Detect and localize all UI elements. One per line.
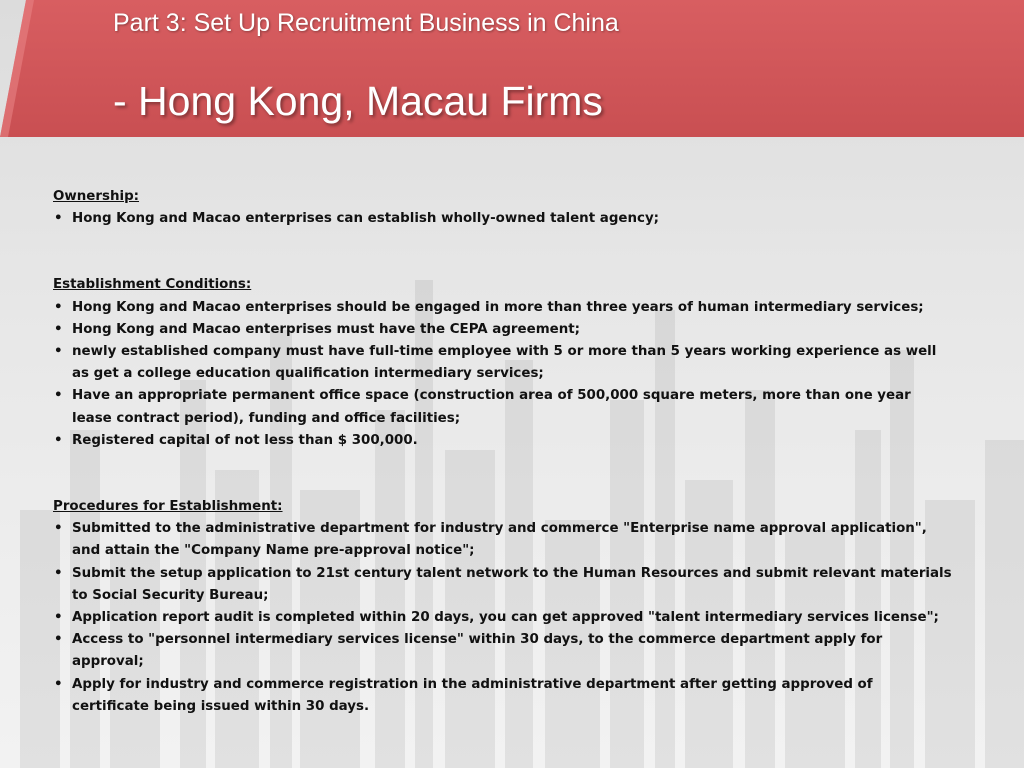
slide-subtitle: Part 3: Set Up Recruitment Business in China bbox=[113, 9, 619, 37]
bullet-icon: • bbox=[54, 632, 63, 648]
bullet-icon: • bbox=[54, 388, 63, 404]
list-item: • Submit the setup application to 21st century talent network to the Human Resources and submit relevant materials to Social Security Bureau; bbox=[53, 563, 953, 607]
list-item: • Apply for industry and commerce registration in the administrative department after getting approved of certificate being issued within 30 days. bbox=[53, 674, 953, 718]
bullet-icon: • bbox=[54, 676, 63, 692]
list-item: • Submitted to the administrative department for industry and commerce "Enterprise name approval application", and attain the "Company Name pre-approval notice"; bbox=[53, 518, 953, 562]
list-item: • Hong Kong and Macao enterprises can establish wholly-owned talent agency; bbox=[53, 208, 953, 230]
bullet-list bbox=[53, 297, 953, 452]
list-item: • Access to "personnel intermediary services license" within 30 days, to the commerce department apply for approval; bbox=[53, 629, 953, 673]
slide-title: - Hong Kong, Macau Firms bbox=[113, 78, 603, 124]
bullet-list bbox=[53, 518, 953, 718]
bullet-icon: • bbox=[54, 211, 63, 227]
list-item: • Hong Kong and Macao enterprises must have the CEPA agreement; bbox=[53, 319, 953, 341]
section-heading: Ownership: bbox=[53, 189, 140, 204]
bullet-list bbox=[53, 208, 953, 230]
list-item: • newly established company must have full-time employee with 5 or more than 5 years working experience as well as get a college education qualification intermediary services; bbox=[53, 341, 953, 385]
list-item: • Have an appropriate permanent office space (construction area of 500,000 square meters, more than one year lease contract period), funding and office facilities; bbox=[53, 385, 953, 429]
section-heading: Procedures for Establishment: bbox=[53, 499, 283, 515]
bullet-icon: • bbox=[54, 432, 63, 448]
title-banner bbox=[0, 0, 1024, 137]
section-ownership bbox=[53, 186, 953, 230]
list-item: • Hong Kong and Macao enterprises should be engaged in more than three years of human intermediary services; bbox=[53, 297, 953, 319]
slide-body bbox=[53, 186, 953, 718]
section-procedures bbox=[53, 496, 953, 718]
bullet-icon: • bbox=[54, 344, 63, 360]
section-establishment-conditions bbox=[53, 274, 953, 452]
list-item: • Application report audit is completed within 20 days, you can get approved "talent intermediary services license"; bbox=[53, 607, 953, 629]
bullet-icon: • bbox=[54, 610, 63, 626]
section-heading: Establishment Conditions: bbox=[53, 277, 252, 293]
list-item: • Registered capital of not less than $ 300,000. bbox=[53, 430, 953, 452]
bullet-icon: • bbox=[54, 521, 63, 537]
bullet-icon: • bbox=[54, 299, 63, 315]
bullet-icon: • bbox=[54, 565, 63, 581]
bullet-icon: • bbox=[54, 321, 63, 337]
